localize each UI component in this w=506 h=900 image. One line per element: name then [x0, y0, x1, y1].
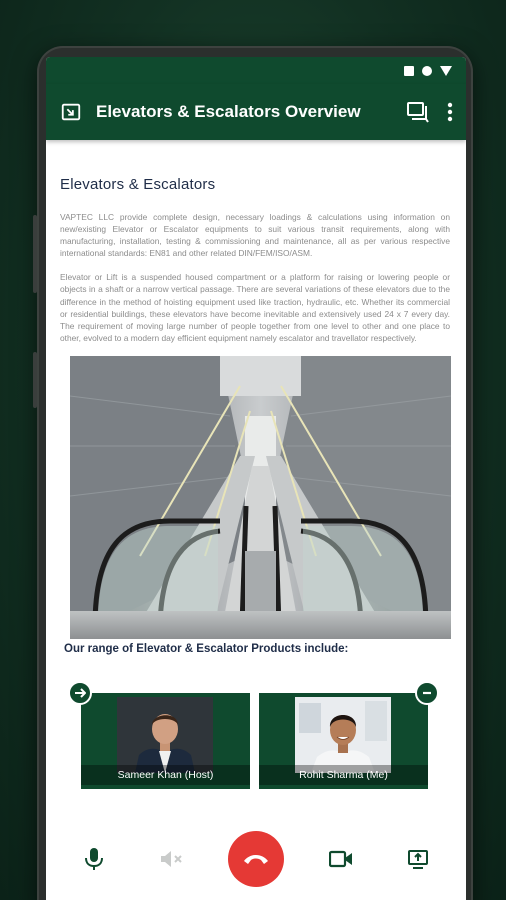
- end-call-icon: [243, 852, 269, 866]
- app-bar: [46, 84, 466, 140]
- document-heading: Elevators & Escalators: [60, 176, 216, 193]
- screen: [46, 57, 466, 900]
- document-view[interactable]: [46, 140, 466, 655]
- more-vert-icon[interactable]: [446, 101, 454, 123]
- picture-in-picture-icon[interactable]: [60, 101, 82, 123]
- end-call-button[interactable]: [228, 831, 284, 887]
- recents-icon: [404, 66, 414, 76]
- microphone-icon[interactable]: [74, 839, 114, 879]
- screen-share-icon[interactable]: [398, 839, 438, 879]
- power-button: [33, 352, 37, 408]
- participant-tile-me[interactable]: [259, 693, 428, 789]
- participant-tile-host[interactable]: [81, 693, 250, 789]
- expand-left-icon[interactable]: [68, 681, 92, 705]
- volume-button: [33, 215, 37, 293]
- signal-icon: [440, 66, 452, 76]
- participant-name: Sameer Khan (Host): [81, 765, 250, 785]
- speaker-muted-icon[interactable]: [151, 839, 191, 879]
- host-video: [117, 697, 213, 773]
- participant-name: Rohit Sharma (Me): [259, 765, 428, 785]
- products-subheading: Our range of Elevator & Escalator Products include:: [64, 642, 349, 655]
- status-bar: [46, 57, 466, 84]
- paragraph-intro: VAPTEC LLC provide complete design, necessary loadings & calculations using information on new/existing Elevator or Escalator equipments to suit various transit requirements, along with manufacturing, installation, testing & commissioning and maintenance, all as per various respective international standards: EN81 and other related DIN/FEM/ISO/ASM.: [60, 212, 450, 259]
- self-video: [295, 697, 391, 773]
- video-camera-icon[interactable]: [321, 839, 361, 879]
- paragraph-elevator: Elevator or Lift is a suspended housed compartment or a platform for raising or lowering people or objects in a shaft or a narrow vertical passage. There are several variations of these elevators due to the difference in the method of hoisting equipment used like traction, hydraulic, etc. Whether its commercial or residential buildings, these elevators have become inevitable and extensively used 24 x 7 every day. The requirement of moving large number of people together from one level to other and one place to other, evolved to a modern day efficient equipment namely escalator and travellator respectively.: [60, 272, 450, 343]
- page-title: Elevators & Escalators Overview: [96, 102, 361, 121]
- escalator-photo: [70, 356, 451, 639]
- chat-icon[interactable]: [406, 100, 430, 124]
- call-controls: [46, 817, 466, 900]
- participant-strip: [46, 693, 466, 793]
- collapse-icon[interactable]: [415, 681, 439, 705]
- home-icon: [422, 66, 432, 76]
